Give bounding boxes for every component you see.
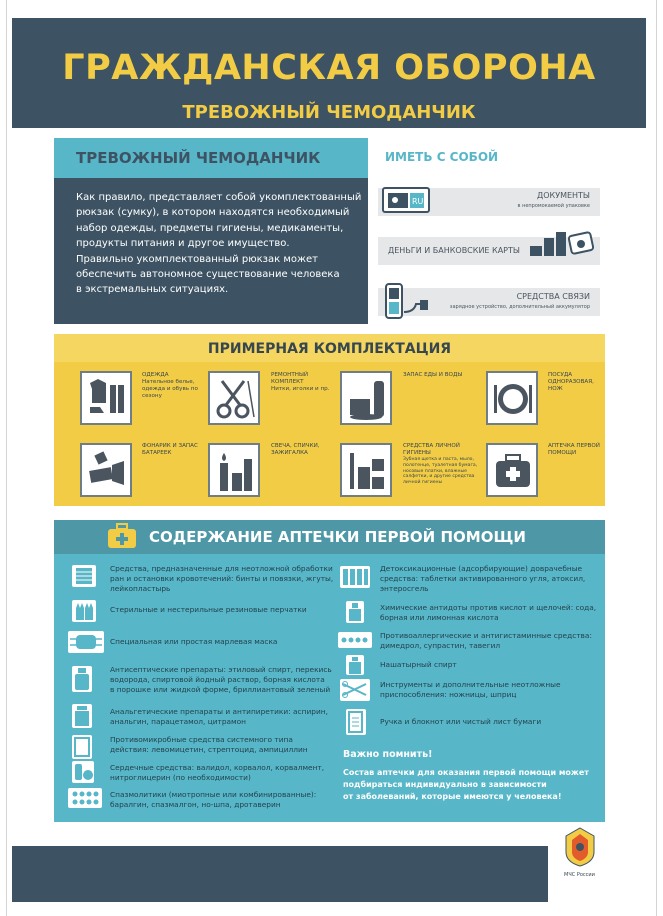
gloves-icon bbox=[72, 600, 96, 622]
aid-line: ран и остановки кровотечений: бинты и повязки, жгуты, bbox=[110, 574, 334, 583]
notepad-icon bbox=[346, 709, 366, 735]
kit-item-label: СВЕЧА, СПИЧКИ, ЗАЖИГАЛКА bbox=[271, 443, 320, 456]
plate-icon bbox=[486, 371, 538, 425]
aid-line: Химические антидоты против кислот и щелочей: сода, bbox=[380, 603, 597, 612]
aid-line: Сердечные средства: валидол, корвалол, корвалмент, bbox=[110, 763, 325, 772]
have-item-main: ДОКУМЕНТЫ bbox=[536, 191, 590, 200]
intro-line: продукты питания и другое имущество. bbox=[76, 238, 290, 250]
aid-line: баралгин, спазмалгон, но-шпа, дротаверин bbox=[110, 800, 281, 809]
intro-text bbox=[76, 190, 362, 298]
important-line: подбираться индивидуально в зависимости bbox=[343, 780, 547, 789]
intro-line: в экстремальных ситуациях. bbox=[76, 284, 229, 296]
aid-item bbox=[110, 707, 328, 727]
have-item-sub: зарядное устройство, дополнительный аккумулятор bbox=[449, 304, 590, 310]
aid-item bbox=[110, 605, 307, 615]
have-title: ИМЕТЬ С СОБОЙ bbox=[385, 150, 499, 164]
hygiene-icon bbox=[340, 443, 392, 497]
aid-item bbox=[380, 603, 596, 623]
candle-icon bbox=[208, 443, 260, 497]
antiallergic-icon bbox=[338, 632, 372, 648]
aid-item bbox=[380, 660, 457, 670]
cardiac-icon bbox=[72, 761, 94, 783]
documents-icon bbox=[382, 184, 432, 216]
aid-line: Нашатырный спирт bbox=[380, 660, 457, 669]
phone-icon bbox=[384, 282, 430, 322]
aid-item bbox=[380, 680, 561, 700]
aid-line: Детоксикационные (адсорбирующие) доврачебные bbox=[380, 564, 583, 573]
aid-item bbox=[110, 637, 277, 647]
aid-item bbox=[110, 790, 316, 810]
flashlight-icon bbox=[80, 443, 132, 497]
first-aid-kit-icon bbox=[107, 523, 137, 549]
aid-item bbox=[380, 717, 541, 727]
kit-item-repair bbox=[271, 372, 331, 393]
poster-subtitle: ТРЕВОЖНЫЙ ЧЕМОДАНЧИК bbox=[182, 102, 476, 123]
mask-icon bbox=[68, 631, 104, 653]
aid-line: энтеросгель bbox=[380, 584, 429, 593]
instruments-icon bbox=[340, 679, 370, 701]
crop-mark bbox=[10, 4, 24, 18]
clothes-icon bbox=[80, 371, 132, 425]
antimicrobial-icon bbox=[72, 735, 92, 759]
kit-item-firstaid bbox=[548, 443, 608, 457]
mchs-emblem-icon bbox=[560, 826, 600, 868]
intro-heading-bar bbox=[54, 138, 368, 178]
money-icon bbox=[528, 228, 596, 264]
aid-line: в порошке или жидкой форме, бриллиантовый зеленый bbox=[110, 685, 331, 694]
footer-bar bbox=[12, 846, 548, 902]
kit-item-label: СРЕДСТВА ЛИЧНОЙ ГИГИЕНЫ bbox=[403, 443, 460, 456]
kit-item-label: ФОНАРИК И ЗАПАС БАТАРЕЕК bbox=[142, 443, 198, 456]
intro-line: обеспечить автономное существование человека bbox=[76, 269, 340, 281]
kit-item-dishes bbox=[548, 372, 608, 393]
intro-heading: ТРЕВОЖНЫЙ ЧЕМОДАНЧИК bbox=[76, 149, 321, 167]
kit-item-label: РЕМОНТНЫЙ КОМПЛЕКТ bbox=[271, 372, 309, 385]
kit-item-desc: Зубная щетка и паста, мыло, полотенце, туалетная бумага, носовые платки, влажные салфетки, и другие средства личной гигиены bbox=[403, 457, 478, 486]
aid-line: приспособления: ножницы, шприц bbox=[380, 690, 517, 699]
important-line: Состав аптечки для оказания первой помощи может bbox=[343, 768, 589, 777]
intro-line: Как правило, представляет собой укомплектованный bbox=[76, 192, 362, 203]
pills-icon bbox=[68, 788, 102, 808]
kit-title-band bbox=[54, 334, 605, 362]
aid-item bbox=[110, 763, 324, 783]
aid-line: Стерильные и нестерильные резиновые перчатки bbox=[110, 605, 307, 614]
kit-item-clothes bbox=[142, 372, 202, 400]
kit-item-desc: Нитки, иголки и пр. bbox=[271, 386, 330, 392]
aid-item bbox=[110, 564, 333, 594]
aid-line: лейкопластырь bbox=[110, 584, 171, 593]
aid-item bbox=[380, 564, 585, 594]
aid-line: Антисептические препараты: этиловый спирт, перекись bbox=[110, 665, 332, 674]
kit-item-label: ОДЕЖДА bbox=[142, 372, 169, 378]
important-title: Важно помнить! bbox=[343, 749, 433, 760]
kit-item-desc: Нательное белье, одежда и обувь по сезону bbox=[142, 379, 198, 399]
aid-line: Противоаллергические и антигистаминные средства: bbox=[380, 631, 592, 640]
intro-line: рюкзак (сумку), в котором находятся необходимый bbox=[76, 207, 350, 219]
kit-item-candle bbox=[271, 443, 331, 457]
poster-title: ГРАЖДАНСКАЯ ОБОРОНА bbox=[62, 48, 596, 88]
tablets-icon bbox=[340, 566, 370, 588]
aid-line: Противомикробные средства системного типа bbox=[110, 735, 293, 744]
kit-item-label: ПОСУДА ОДНОРАЗОВАЯ, НОЖ bbox=[548, 372, 594, 392]
have-item-main: ДЕНЬГИ И БАНКОВСКИЕ КАРТЫ bbox=[388, 246, 520, 255]
food-icon bbox=[340, 371, 392, 425]
intro-line: набор одежды, предметы гигиены, медикаменты, bbox=[76, 222, 344, 234]
important-text bbox=[343, 767, 593, 803]
poster-header bbox=[12, 18, 646, 128]
kit-title: ПРИМЕРНАЯ КОМПЛЕКТАЦИЯ bbox=[207, 341, 452, 357]
svg-text:RU: RU bbox=[412, 197, 424, 206]
aid-line: борная или лимонная кислота bbox=[380, 613, 499, 622]
antiseptic-icon bbox=[72, 666, 92, 692]
aid-line: Инструменты и дополнительные неотложные bbox=[380, 680, 561, 689]
aid-item bbox=[380, 631, 592, 651]
aid-item bbox=[110, 665, 332, 695]
analgesic-icon bbox=[72, 704, 92, 728]
aid-line: Специальная или простая марлевая маска bbox=[110, 637, 278, 646]
aid-line: Спазмолитики (миотропные или комбинированные): bbox=[110, 790, 317, 799]
scissors-icon bbox=[208, 371, 260, 425]
kit-item-flashlight bbox=[142, 443, 202, 457]
aid-line: анальгин, парацетамол, цитрамон bbox=[110, 717, 246, 726]
have-item-main: СРЕДСТВА СВЯЗИ bbox=[516, 292, 590, 301]
kit-item-food bbox=[403, 372, 463, 379]
kit-item-label: ЗАПАС ЕДЫ И ВОДЫ bbox=[403, 372, 463, 378]
aid-line: действия: левомицетин, стрептоцид, ампициллин bbox=[110, 745, 308, 754]
medkit-icon bbox=[486, 443, 538, 497]
aid-line: водорода, спиртовой йодный раствор, борная кислота bbox=[110, 675, 325, 684]
aid-line: димедрол, супрастин, тавегил bbox=[380, 641, 501, 650]
aid-item bbox=[110, 735, 308, 755]
aid-line: средства: таблетки активированного угля, атоксил, bbox=[380, 574, 586, 583]
aid-line: нитроглицерин (по необходимости) bbox=[110, 773, 251, 782]
important-line: от заболеваний, которые имеются у человека! bbox=[343, 792, 562, 801]
bandage-icon bbox=[72, 565, 96, 587]
kit-item-label: АПТЕЧКА ПЕРВОЙ ПОМОЩИ bbox=[548, 443, 600, 456]
aid-line: Анальгетические препараты и антипиретики: аспирин, bbox=[110, 707, 328, 716]
ammonia-icon bbox=[346, 655, 364, 675]
have-item-sub: в непромокаемой упаковке bbox=[517, 203, 590, 209]
antidote-icon bbox=[346, 601, 364, 623]
aid-line: Средства, предназначенные для неотложной обработки bbox=[110, 564, 333, 573]
mchs-logo-text: МЧС России bbox=[564, 872, 595, 878]
aid-line: Ручка и блокнот или чистый лист бумаги bbox=[380, 717, 542, 726]
intro-line: Правильно укомплектованный рюкзак может bbox=[76, 253, 318, 265]
aid-title: СОДЕРЖАНИЕ АПТЕЧКИ ПЕРВОЙ ПОМОЩИ bbox=[149, 528, 526, 546]
kit-item-hygiene bbox=[403, 443, 479, 486]
